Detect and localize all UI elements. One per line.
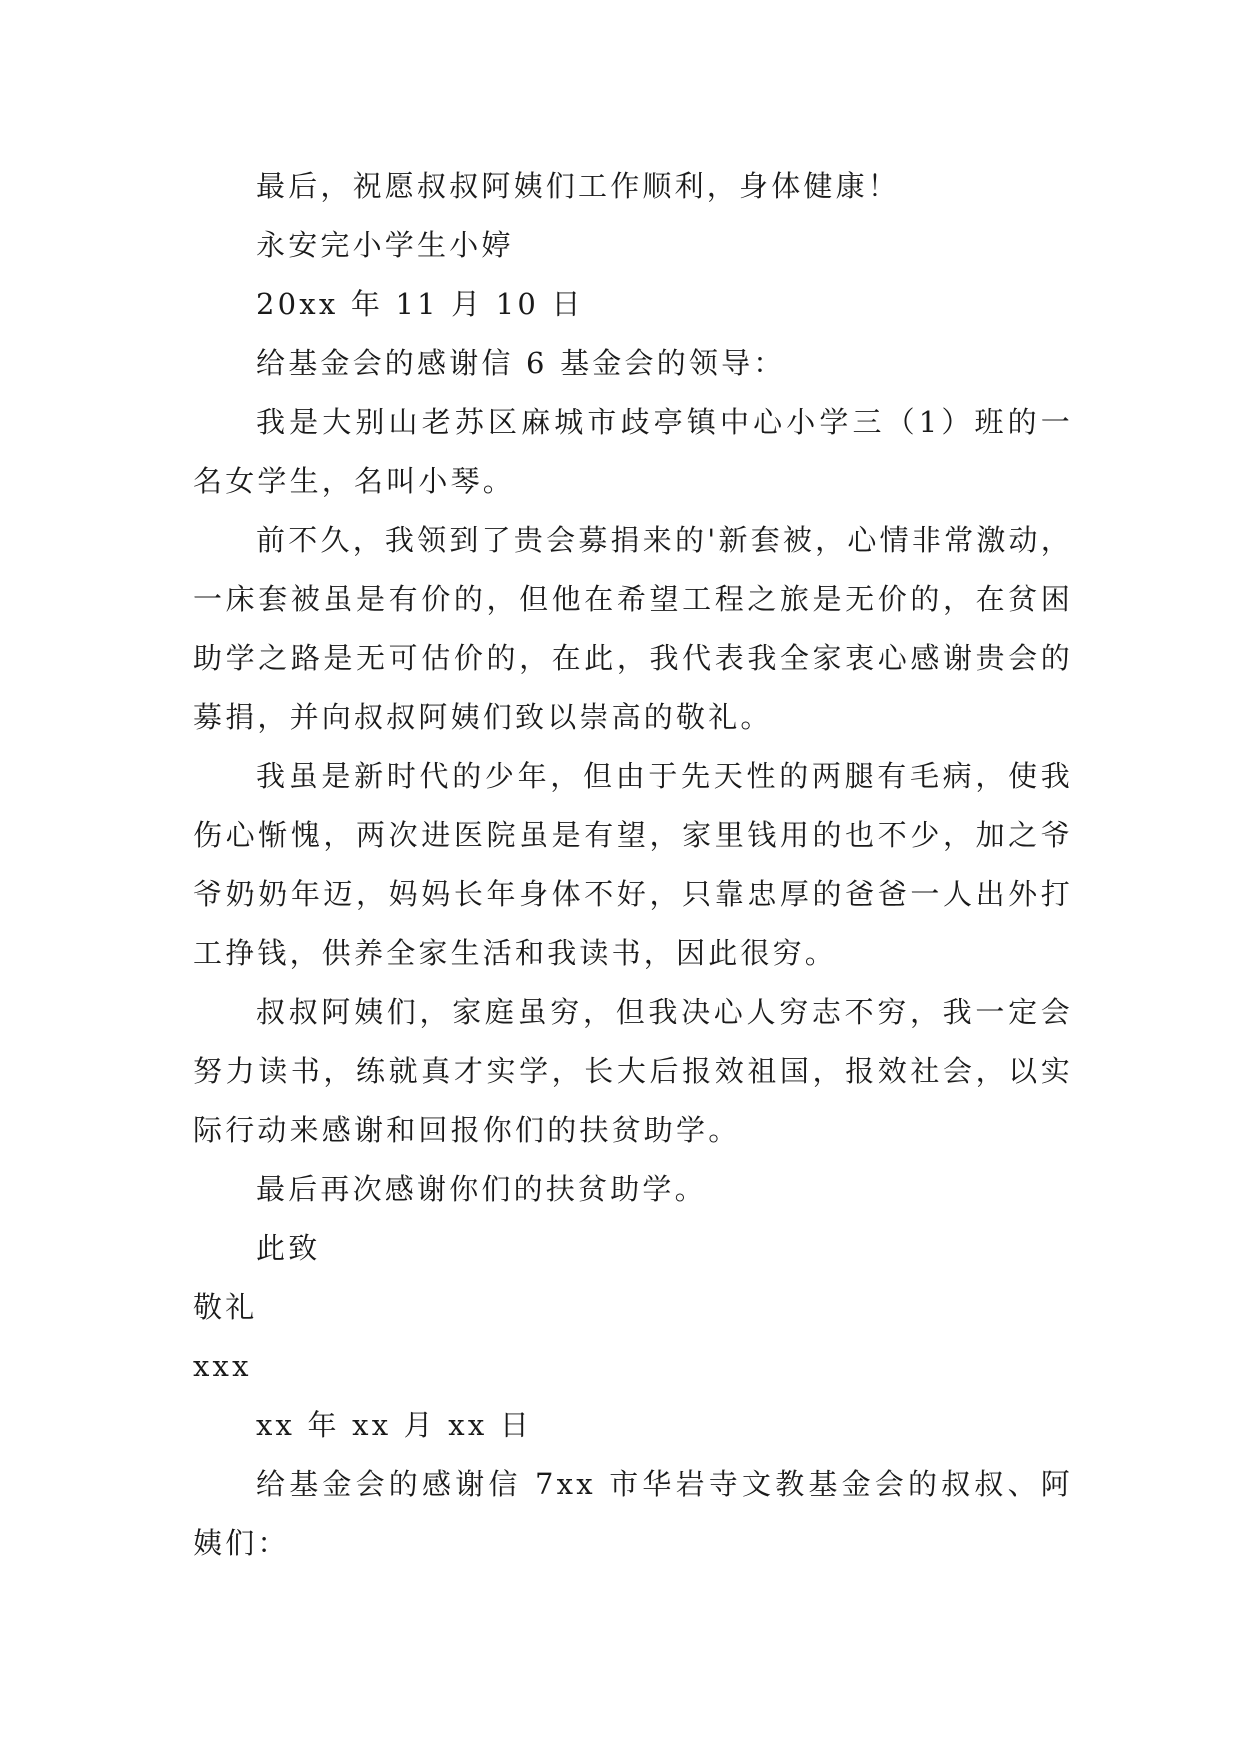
paragraph-3: 我虽是新时代的少年，但由于先天性的两腿有毛病，使我伤心惭愧，两次进医院虽是有望，家里钱用的也不少，加之爷爷奶奶年迈，妈妈长年身体不好，只靠忠厚的爸爸一人出外打工挣钱，供养全家生活和我读书，因此很穷。 bbox=[193, 759, 1073, 970]
document-page bbox=[193, 157, 1073, 1573]
paragraph-4: 叔叔阿姨们，家庭虽穷，但我决心人穷志不穷，我一定会努力读书，练就真才实学，长大后报效祖国，报效社会，以实际行动来感谢和回报你们的扶贫助学。 bbox=[193, 995, 1073, 1147]
respect: 敬礼 bbox=[193, 1290, 258, 1324]
paragraph-1: 我是大别山老苏区麻城市歧亭镇中心小学三（1）班的一名女学生，名叫小琴。 bbox=[193, 405, 1073, 498]
date-1: 20xx 年 11 月 10 日 bbox=[256, 287, 584, 321]
letter7-heading: 给基金会的感谢信 7xx 市华岩寺文教基金会的叔叔、阿姨们： bbox=[193, 1467, 1073, 1560]
paragraph-5: 最后再次感谢你们的扶贫助学。 bbox=[256, 1172, 707, 1206]
paragraph-2: 前不久，我领到了贵会募捐来的'新套被，心情非常激动，一床套被虽是有价的，但他在希望工程之旅是无价的，在贫困助学之路是无可估价的，在此，我代表我全家衷心感谢贵会的募捐，并向叔叔阿姨们致以崇高的敬礼。 bbox=[193, 523, 1073, 734]
closing-wish: 最后，祝愿叔叔阿姨们工作顺利，身体健康！ bbox=[256, 169, 901, 203]
signature-2: xxx bbox=[193, 1349, 252, 1383]
letter6-heading: 给基金会的感谢信 6 基金会的领导： bbox=[256, 346, 786, 380]
salutation: 此致 bbox=[256, 1231, 321, 1265]
signature-1: 永安完小学生小婷 bbox=[256, 228, 514, 262]
date-2: xx 年 xx 月 xx 日 bbox=[256, 1408, 533, 1442]
